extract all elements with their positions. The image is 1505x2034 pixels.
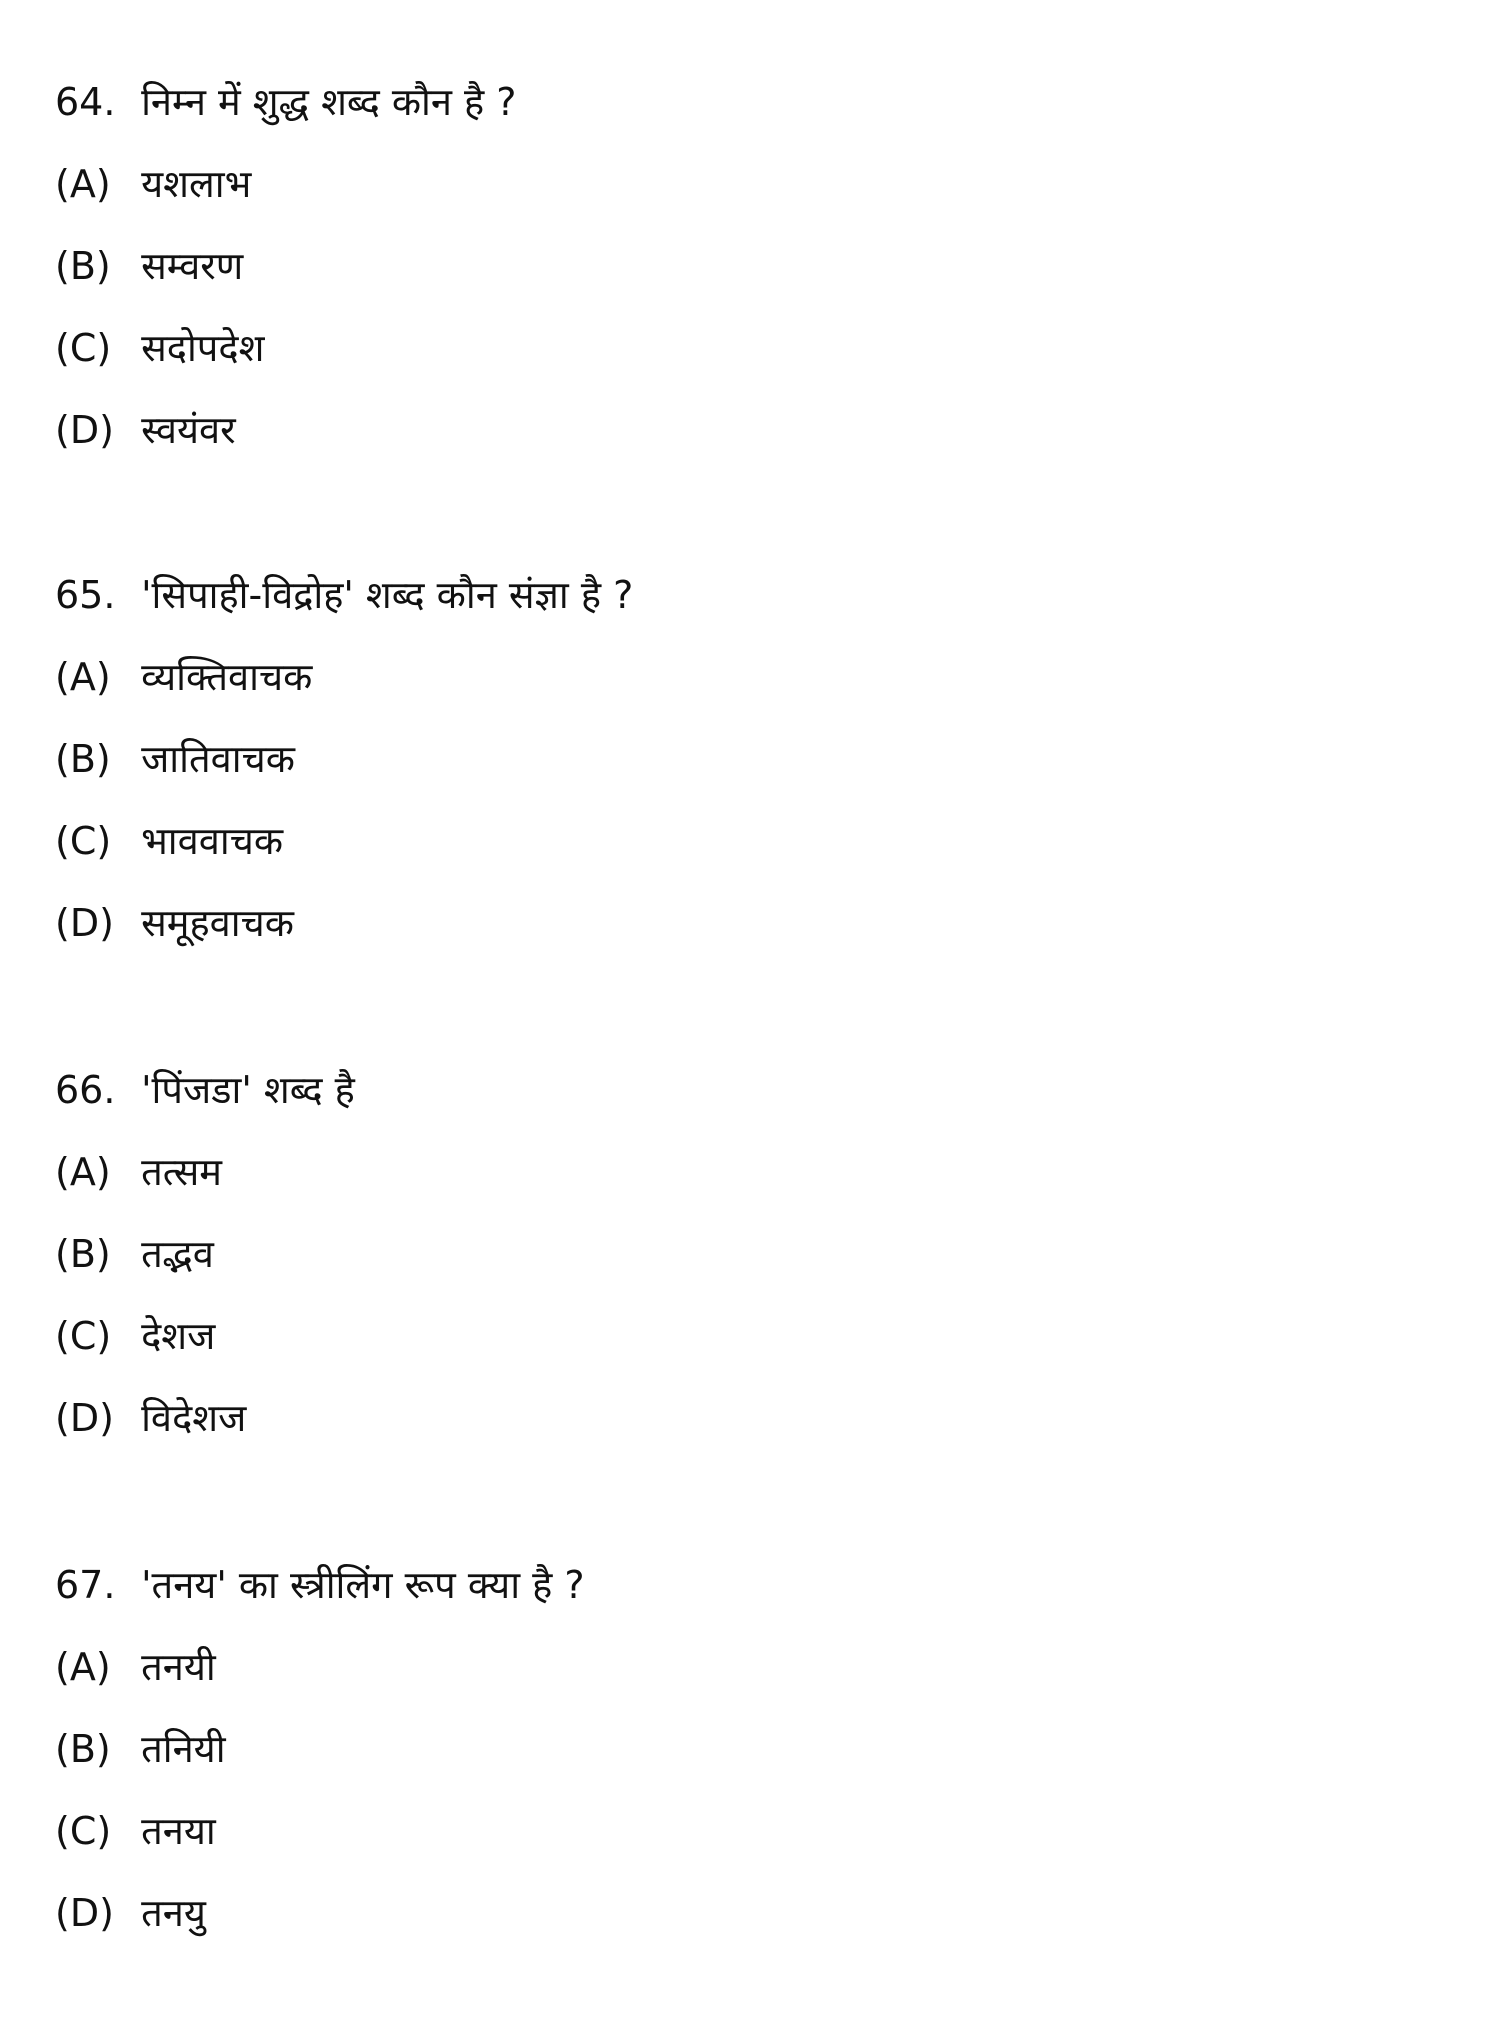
option-c — [55, 1801, 1455, 1883]
option-letter: (D) — [55, 408, 114, 452]
option-text: तनियी — [141, 1727, 226, 1771]
option-d — [55, 1388, 1455, 1470]
option-text: तद्भव — [141, 1232, 214, 1276]
question-number: 65. — [55, 573, 116, 617]
option-d — [55, 893, 1455, 975]
option-a — [55, 1637, 1455, 1719]
option-text: सम्वरण — [141, 244, 244, 288]
question-text: 'पिंजडा' शब्द है — [141, 1068, 355, 1112]
option-b — [55, 1719, 1455, 1801]
option-a — [55, 1142, 1455, 1224]
question-number: 67. — [55, 1563, 116, 1607]
option-text: देशज — [141, 1314, 216, 1358]
option-letter: (C) — [55, 1314, 112, 1358]
option-letter: (D) — [55, 1891, 114, 1935]
question-67 — [55, 1555, 1455, 1965]
option-c — [55, 811, 1455, 893]
option-b — [55, 1224, 1455, 1306]
option-letter: (D) — [55, 901, 114, 945]
option-letter: (A) — [55, 162, 111, 206]
option-b — [55, 729, 1455, 811]
question-66 — [55, 1060, 1455, 1470]
option-letter: (C) — [55, 1809, 112, 1853]
option-text: स्वयंवर — [141, 408, 236, 452]
option-b — [55, 236, 1455, 318]
option-letter: (B) — [55, 737, 111, 781]
question-text: 'तनय' का स्त्रीलिंग रूप क्या है ? — [141, 1563, 585, 1607]
question-number: 66. — [55, 1068, 116, 1112]
option-letter: (A) — [55, 1645, 111, 1689]
option-letter: (C) — [55, 326, 112, 370]
question-64 — [55, 72, 1455, 482]
option-letter: (A) — [55, 1150, 111, 1194]
option-letter: (B) — [55, 1727, 111, 1771]
option-text: तनया — [141, 1809, 216, 1853]
option-text: तनयु — [141, 1891, 206, 1935]
question-text: 'सिपाही-विद्रोह' शब्द कौन संज्ञा है ? — [141, 573, 634, 617]
option-text: यशलाभ — [141, 162, 252, 206]
option-letter: (C) — [55, 819, 112, 863]
question-line — [55, 72, 1455, 154]
question-line — [55, 565, 1455, 647]
question-line — [55, 1555, 1455, 1637]
question-number: 64. — [55, 80, 116, 124]
option-text: तनयी — [141, 1645, 216, 1689]
option-a — [55, 647, 1455, 729]
option-letter: (D) — [55, 1396, 114, 1440]
option-text: जातिवाचक — [141, 737, 295, 781]
option-text: समूहवाचक — [141, 901, 294, 945]
question-65 — [55, 565, 1455, 975]
option-text: सदोपदेश — [141, 326, 265, 370]
option-text: तत्सम — [141, 1150, 223, 1194]
option-text: भाववाचक — [141, 819, 284, 863]
option-a — [55, 154, 1455, 236]
option-letter: (A) — [55, 655, 111, 699]
question-text: निम्न में शुद्ध शब्द कौन है ? — [141, 80, 517, 124]
option-c — [55, 1306, 1455, 1388]
option-letter: (B) — [55, 1232, 111, 1276]
option-d — [55, 400, 1455, 482]
option-d — [55, 1883, 1455, 1965]
option-text: विदेशज — [141, 1396, 247, 1440]
option-text: व्यक्तिवाचक — [141, 655, 313, 699]
question-line — [55, 1060, 1455, 1142]
option-letter: (B) — [55, 244, 111, 288]
option-c — [55, 318, 1455, 400]
